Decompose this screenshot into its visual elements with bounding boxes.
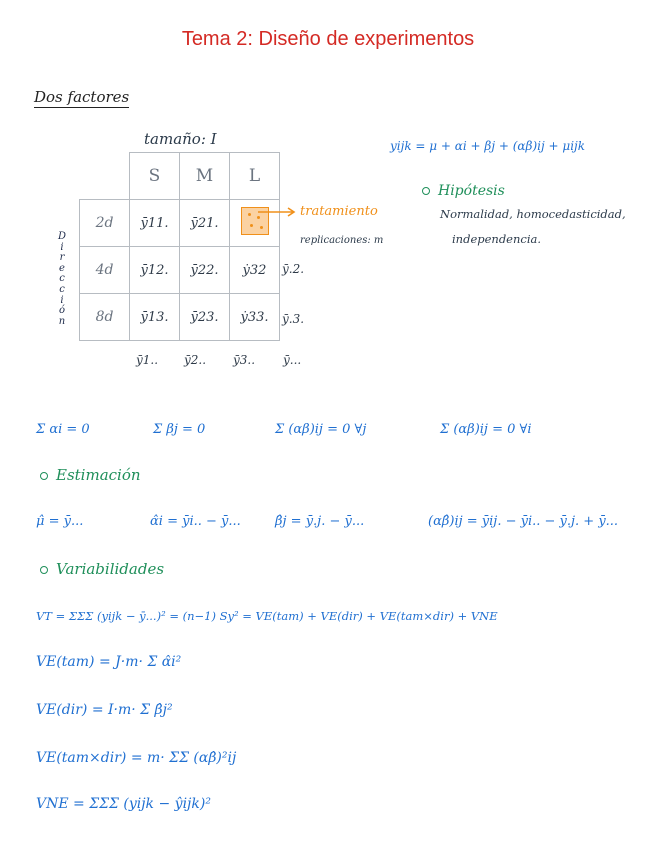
table-cell: ȳ23. <box>180 294 230 341</box>
bullet-icon <box>40 566 48 574</box>
factor-table <box>79 152 280 341</box>
treatment-arrow-icon <box>256 205 300 219</box>
table-cell: ẏ33. <box>230 294 280 341</box>
page-title: Tema 2: Diseño de experimentos <box>181 28 475 50</box>
table-cell: ȳ22. <box>180 247 230 294</box>
constraint-beta: Σ βj = 0 <box>153 422 206 437</box>
table-corner <box>80 153 130 200</box>
factor-left-label: D i r e c c i ó n <box>57 231 67 327</box>
row-header: 8d <box>80 294 130 341</box>
variability-size: VE(tam) = J·m· Σ α̂i² <box>36 654 182 670</box>
variability-total: VT = ΣΣΣ (yijk − ȳ...)² = (n−1) Sy² = VE(tam) + VE(dir) + VE(tam×dir) + VNE <box>36 609 498 623</box>
row-mean: ȳ.3. <box>282 312 305 326</box>
estimate-interaction: (αβ̂)ij = ȳij. − ȳi.. − ȳ.j. + ȳ... <box>428 514 619 529</box>
row-header: 4d <box>80 247 130 294</box>
model-equation: yijk = μ + αi + βj + (αβ)ij + μijk <box>390 139 586 153</box>
row-mean: ȳ.2. <box>282 262 305 276</box>
col-mean: ȳ1.. <box>136 353 159 367</box>
col-header: M <box>180 153 230 200</box>
col-mean: ȳ3.. <box>233 353 256 367</box>
estimate-alpha: α̂i = ȳi.. − ȳ... <box>150 514 241 529</box>
hypotheses-line: independencia. <box>452 232 542 246</box>
variability-interaction: VE(tam×dir) = m· ΣΣ (αβ̂)²ij <box>36 750 237 766</box>
col-header: S <box>130 153 180 200</box>
constraint-alpha: Σ αi = 0 <box>36 422 90 437</box>
table-cell: ȳ13. <box>130 294 180 341</box>
hypotheses-title: Hipótesis <box>422 183 505 199</box>
estimate-mu: μ̂ = ȳ... <box>36 514 84 529</box>
table-cell: ȳ11. <box>130 200 180 247</box>
bullet-icon <box>40 472 48 480</box>
variability-direction: VE(dir) = I·m· Σ β̂j² <box>36 702 173 718</box>
variability-title: Variabilidades <box>40 560 164 578</box>
constraint-interaction-i: Σ (αβ)ij = 0 ∀i <box>440 422 532 437</box>
row-header: 2d <box>80 200 130 247</box>
section-heading: Dos factores <box>34 88 130 106</box>
col-mean: ȳ... <box>283 353 302 367</box>
hypotheses-line: Normalidad, homocedasticidad, <box>440 207 626 221</box>
table-cell: ȳ21. <box>180 200 230 247</box>
variability-residual: VNE = ΣΣΣ (yijk − ŷijk)² <box>36 796 211 812</box>
table-cell: ȳ12. <box>130 247 180 294</box>
estimate-beta: β̂j = ȳ.j. − ȳ... <box>275 514 365 529</box>
treatment-label: tratamiento <box>300 204 378 219</box>
estimation-title: Estimación <box>40 466 141 484</box>
col-mean: ȳ2.. <box>184 353 207 367</box>
bullet-icon <box>422 187 430 195</box>
replications-label: replicaciones: m <box>300 235 384 246</box>
col-header: L <box>230 153 280 200</box>
table-cell: ẏ32 <box>230 247 280 294</box>
constraint-interaction-j: Σ (αβ)ij = 0 ∀j <box>275 422 367 437</box>
factor-top-label: tamaño: I <box>144 130 217 148</box>
